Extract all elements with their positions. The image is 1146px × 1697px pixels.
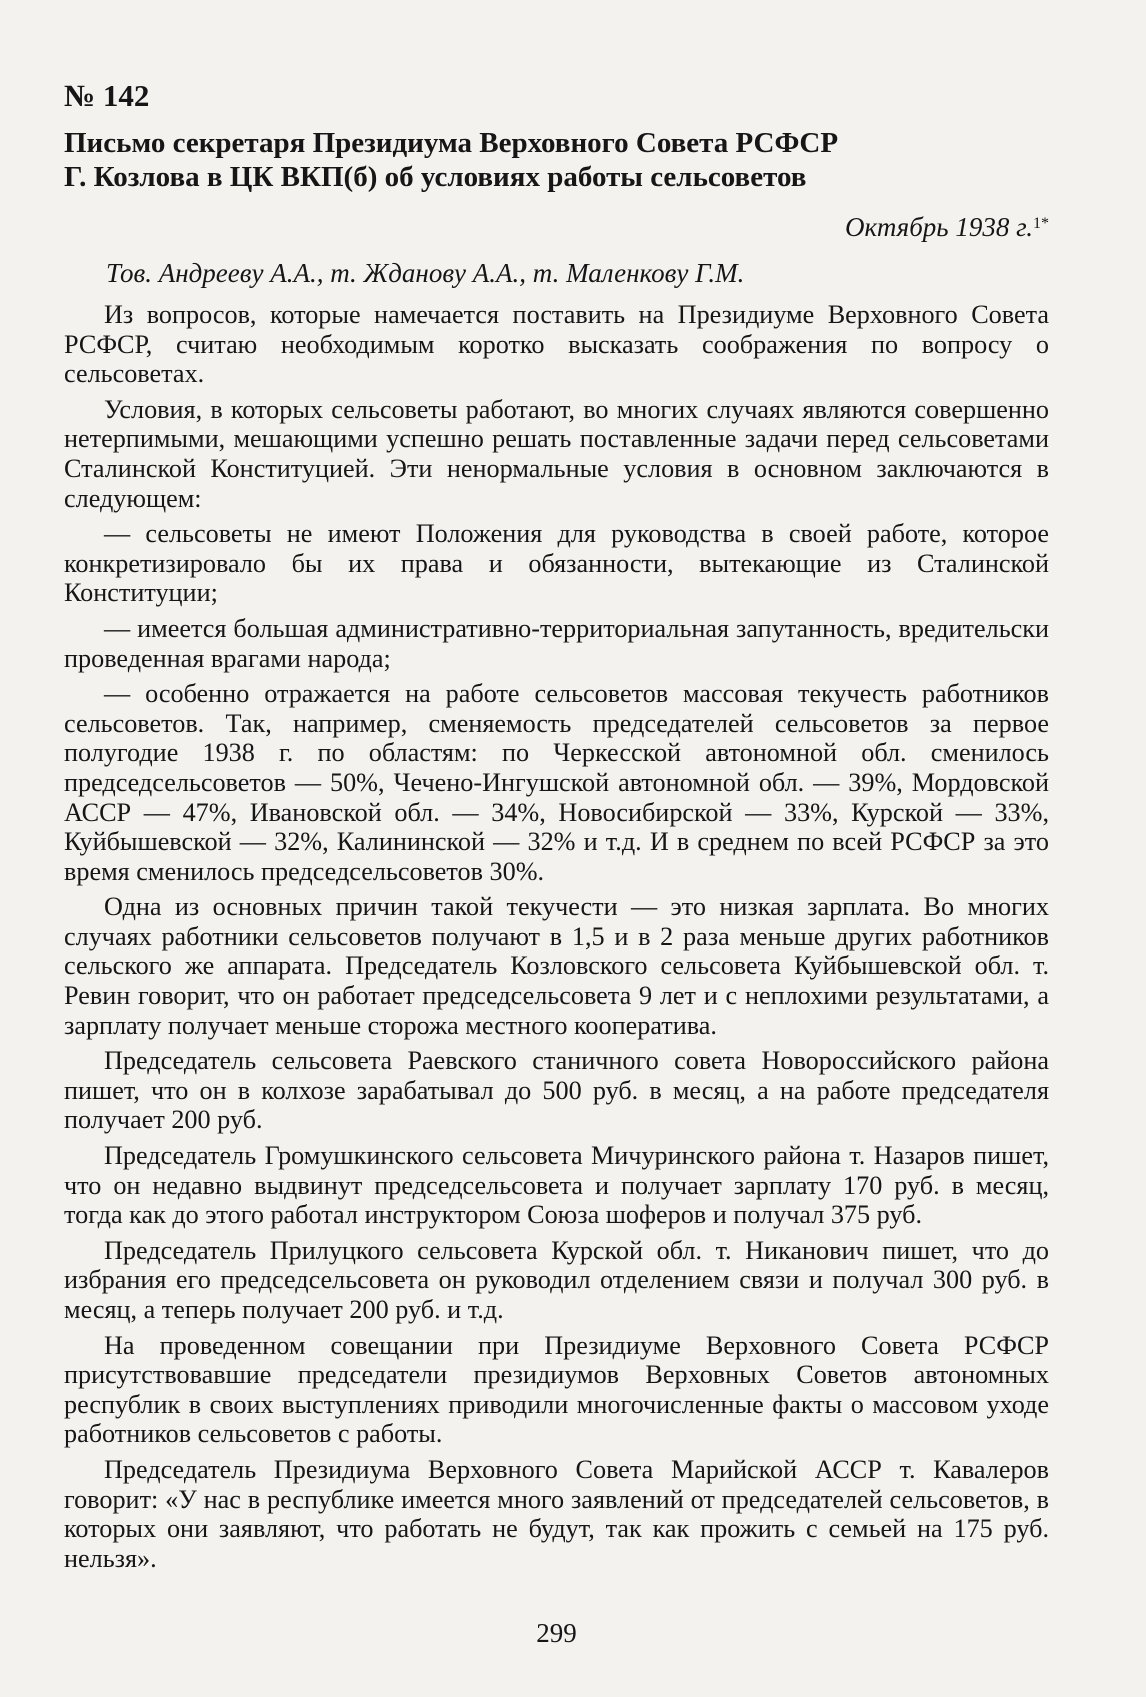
document-date-text: Октябрь 1938 г. <box>845 212 1033 242</box>
paragraph: Председатель сельсовета Раевского станичного совета Новороссийского района пишет, что он в колхозе зарабатывал до 500 руб. в месяц, а на работе председателя получает 200 руб. <box>64 1046 1049 1135</box>
paragraph: — имеется большая административно-территориальная запутанность, вредительски проведенная врагами народа; <box>64 613 1049 673</box>
page-number: 299 <box>536 1618 577 1648</box>
document-title-line-1: Письмо секретаря Президиума Верховного Совета РСФСР <box>64 127 839 159</box>
paragraph: — особенно отражается на работе сельсоветов массовая текучесть работников сельсоветов. Так, например, сменяемость председателей сельсоветов за первое полугодие 1938 г. по областям: по Черкесской автономной обл. сменилось председсельсоветов — 50%, Чечено-Ингушской автономной обл. — 39%, Мордовской АССР — 47%, Ивановской обл. — 34%, Новосибирской — 33%, Курской — 33%, Куйбышевской — 32%, Калининской — 32% и т.д. И в среднем по всей РСФСР за это время сменилось председсельсоветов 30%. <box>64 679 1049 886</box>
document-date <box>64 210 1049 244</box>
paragraph: Председатель Президиума Верховного Совета Марийской АССР т. Кавалеров говорит: «У нас в республике имеется много заявлений от председателей сельсоветов, в которых они заявляют, что работать не будут, так как прожить с семьей на 175 руб. нельзя». <box>64 1454 1049 1573</box>
document-title <box>64 126 1049 194</box>
paragraph: На проведенном совещании при Президиуме Верховного Совета РСФСР присутствовавшие председатели президиумов Верховных Советов автономных республик в своих выступлениях приводили многочисленные факты о массовом уходе работников сельсоветов с работы. <box>64 1330 1049 1449</box>
document-number: № 142 <box>64 78 150 113</box>
document-title-line-2: Г. Козлова в ЦК ВКП(б) об условиях работы сельсоветов <box>64 161 807 193</box>
paragraph: Председатель Прилуцкого сельсовета Курской обл. т. Никанович пишет, что до избрания его председсельсовета он руководил отделением связи и получал 300 руб. в месяц, а теперь получает 200 руб. и т.д. <box>64 1235 1049 1324</box>
paragraph: Одна из основных причин такой текучести — это низкая зарплата. Во многих случаях работники сельсоветов получают в 1,5 и в 2 раза меньше других работников сельского же аппарата. Председатель Козловского сельсовета Куйбышевской обл. т. Ревин говорит, что он работает председсельсовета 9 лет и с неплохими результатами, а зарплату получает меньше сторожа местного кооператива. <box>64 892 1049 1040</box>
paragraph: — сельсоветы не имеют Положения для руководства в своей работе, которое конкретизировало бы их права и обязанности, вытекающие из Сталинской Конституции; <box>64 519 1049 608</box>
footnote-mark: 1* <box>1033 215 1049 232</box>
document-page <box>64 78 1049 1668</box>
paragraph: Условия, в которых сельсоветы работают, во многих случаях являются совершенно нетерпимыми, мешающими успешно решать поставленные задачи перед сельсоветами Сталинской Конституцией. Эти ненормальные условия в основном заключаются в следующем: <box>64 394 1049 513</box>
paragraph: Из вопросов, которые намечается поставить на Президиуме Верховного Совета РСФСР, считаю необходимым коротко высказать соображения по вопросу о сельсоветах. <box>64 300 1049 389</box>
letter-body <box>64 300 1049 1573</box>
addressee-line: Тов. Андрееву А.А., т. Жданову А.А., т. Маленкову Г.М. <box>106 258 745 288</box>
paragraph: Председатель Громушкинского сельсовета Мичуринского района т. Назаров пишет, что он недавно выдвинут председсельсовета и получает зарплату 170 руб. в месяц, тогда как до этого работал инструктором Союза шоферов и получал 375 руб. <box>64 1141 1049 1230</box>
